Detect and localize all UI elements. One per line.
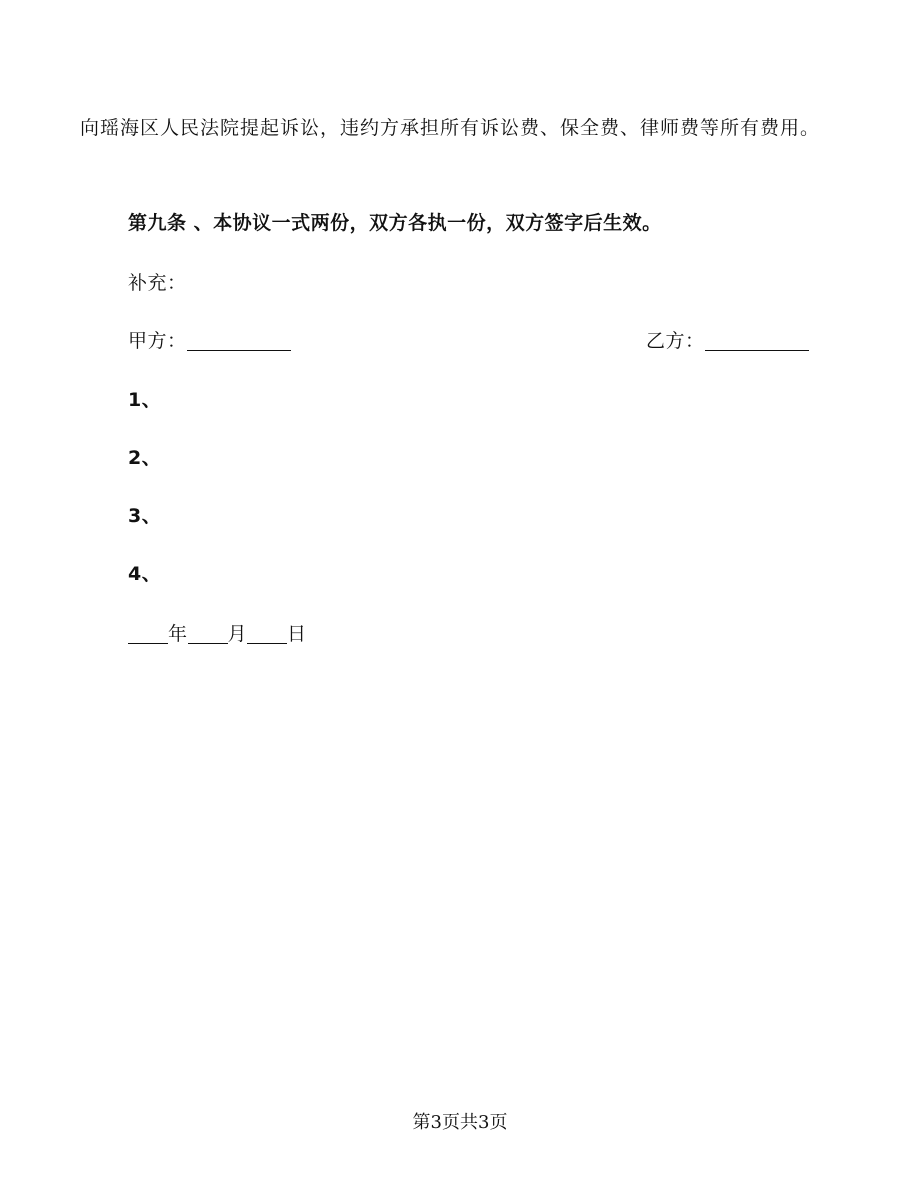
year-label: 年 [168, 623, 188, 645]
party-a-blank[interactable] [187, 330, 291, 351]
list-item-1: 1、 [128, 389, 162, 411]
paragraph-continuation: 向瑶海区人民法院提起诉讼，违约方承担所有诉讼费、保全费、律师费等所有费用。 [80, 117, 821, 139]
party-b-blank[interactable] [705, 330, 809, 351]
list-item-3: 3、 [128, 505, 162, 527]
list-item-4: 4、 [128, 563, 162, 585]
day-blank[interactable] [247, 623, 287, 644]
party-b-signature [646, 326, 809, 356]
year-blank[interactable] [128, 623, 168, 644]
month-label: 月 [227, 623, 248, 645]
supplement-label: 补充： [128, 272, 187, 294]
party-a-signature [128, 326, 291, 356]
day-label: 日 [287, 623, 307, 645]
page-number: 第3页共3页 [412, 1112, 508, 1133]
month-blank[interactable] [188, 623, 228, 644]
article-nine: 第九条 、本协议一式两份，双方各执一份，双方签字后生效。 [128, 212, 662, 234]
list-item-2: 2、 [128, 447, 162, 469]
party-a-label: 甲方： [128, 330, 187, 352]
party-b-label: 乙方： [646, 330, 705, 352]
date-line [128, 619, 307, 649]
